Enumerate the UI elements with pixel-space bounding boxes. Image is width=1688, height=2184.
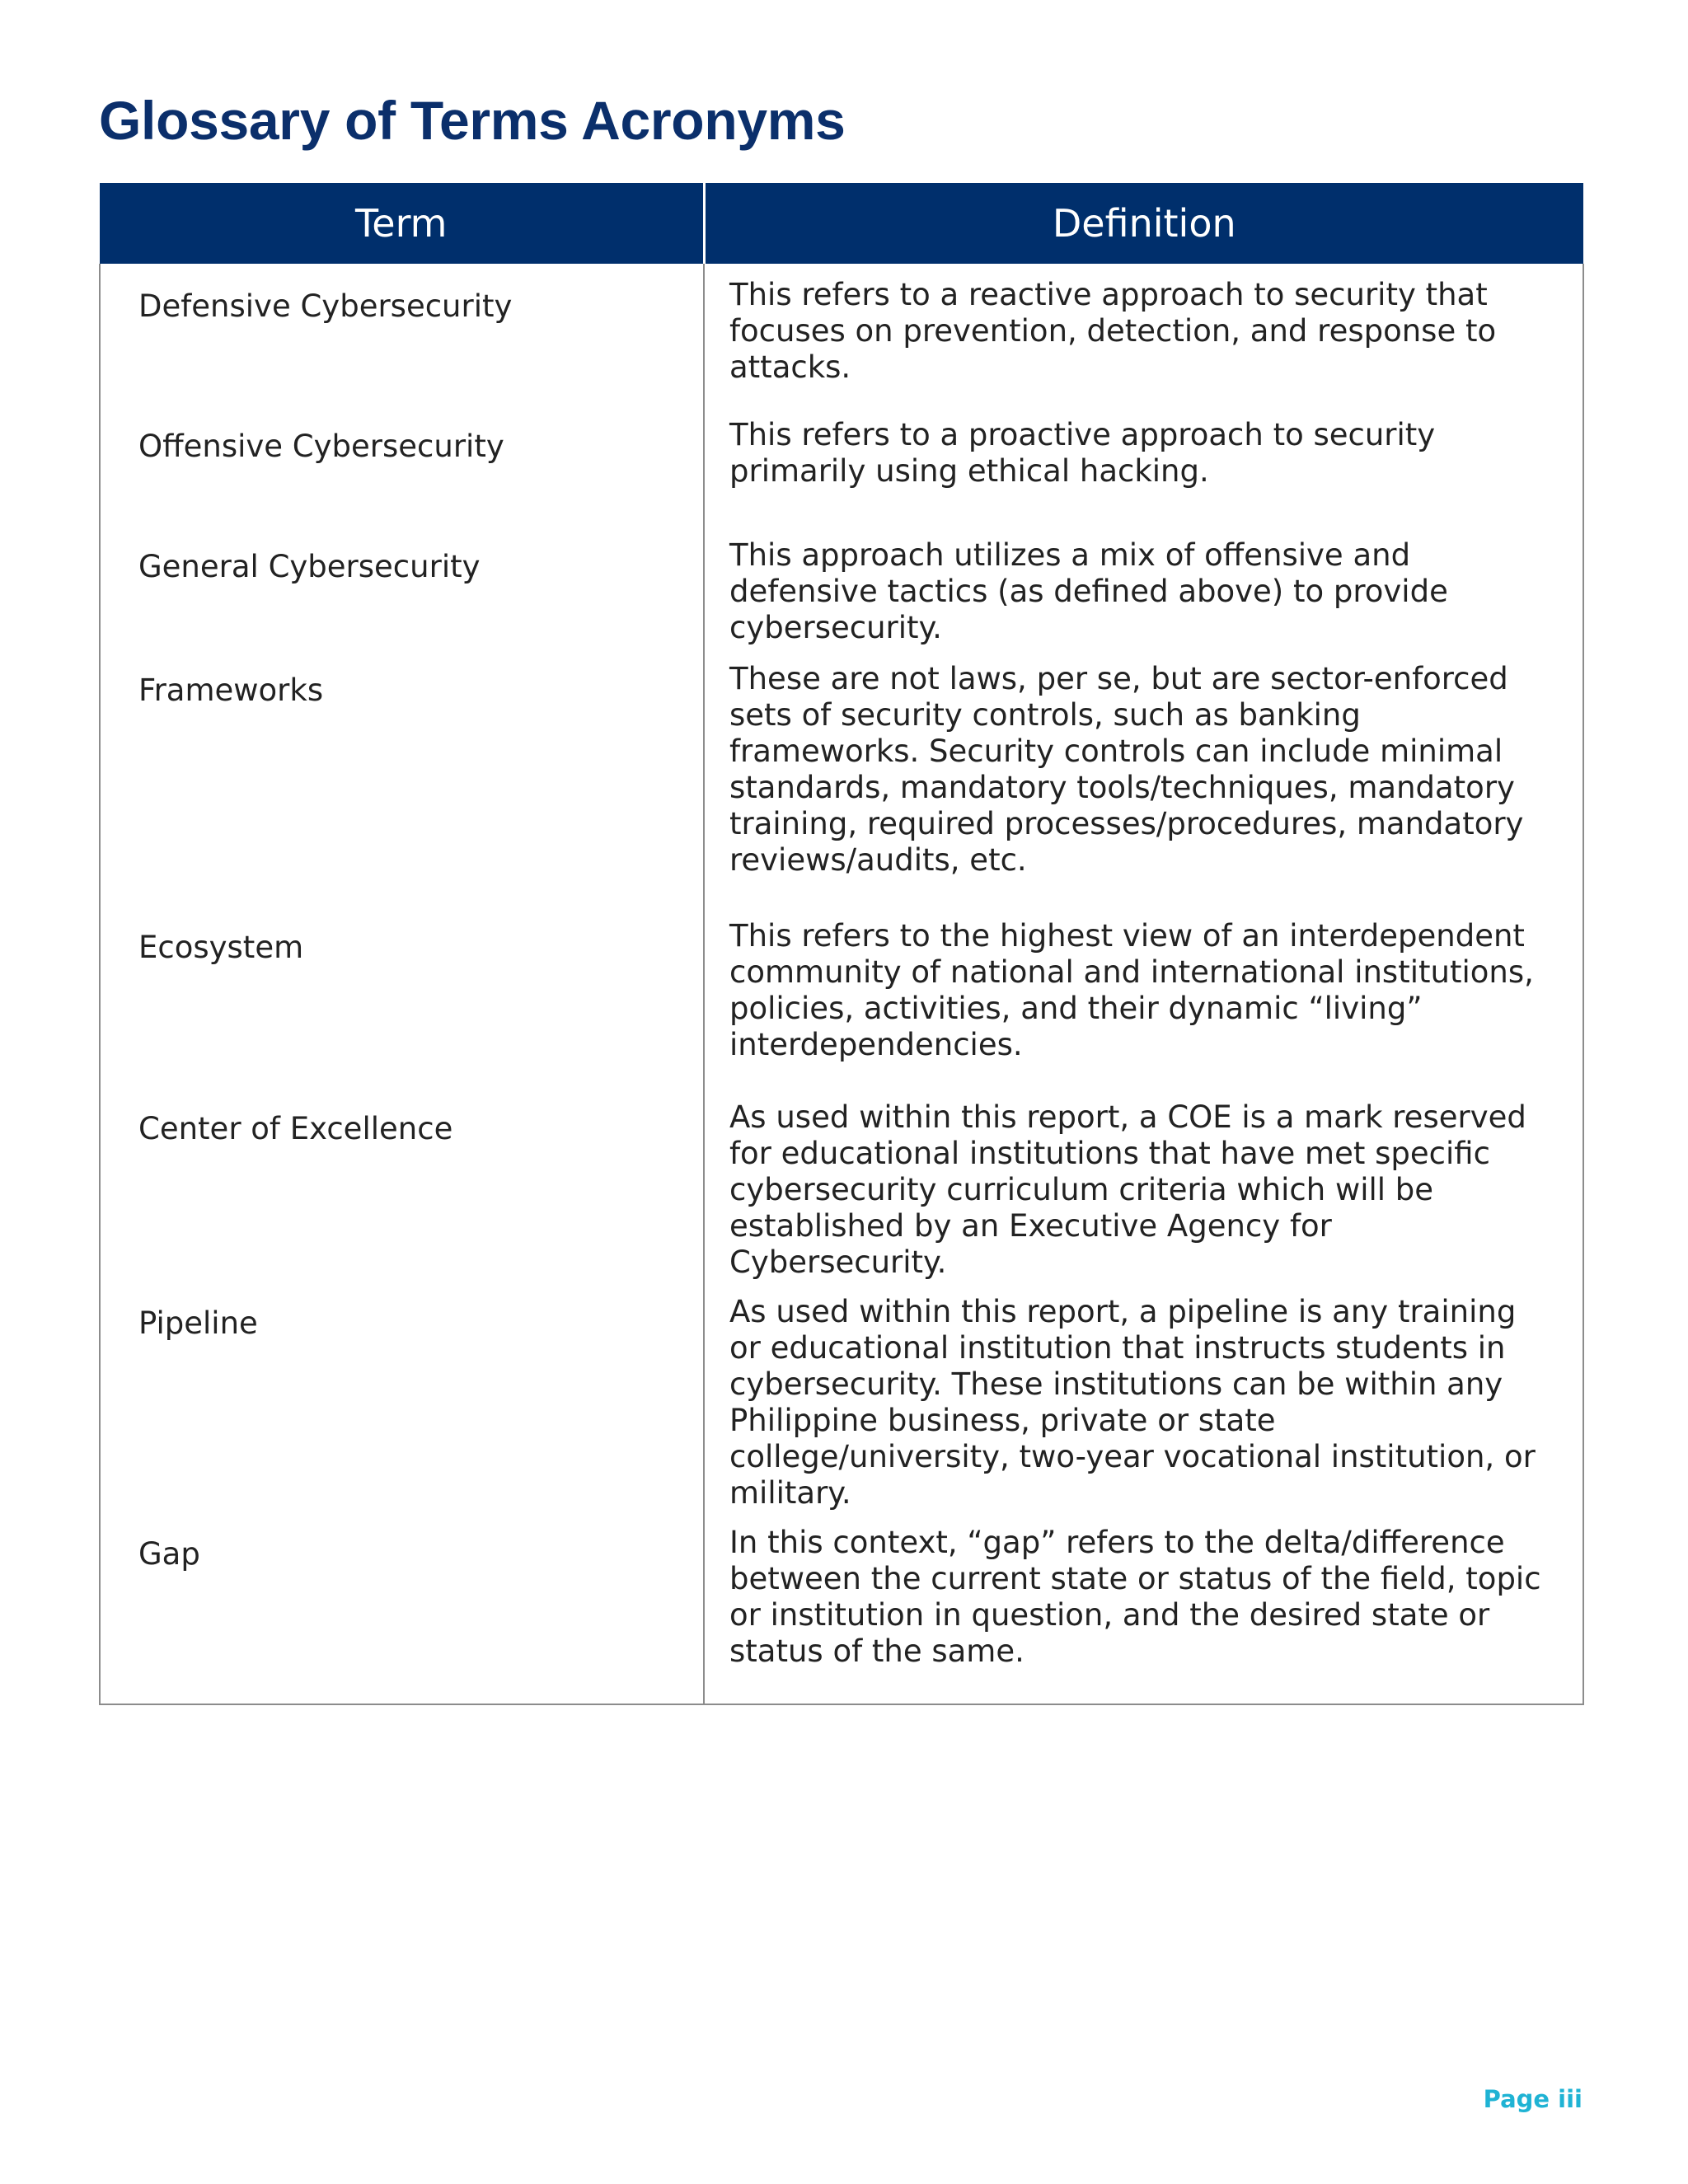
term-cell	[100, 1281, 704, 1511]
table-row	[100, 404, 1583, 524]
definition-text: In this context, “gap” refers to the delta/difference between the current state or status of the field, topic or institution in question, and the desired state or status of the same.	[729, 1525, 1541, 1669]
table-row	[100, 1086, 1583, 1281]
definition-text: This approach utilizes a mix of offensive and defensive tactics (as defined above) to provide cybersecurity.	[729, 537, 1448, 645]
table-row	[100, 648, 1583, 905]
definition-text: This refers to the highest view of an interdependent community of national and international institutions, policies, activities, and their dynamic “living” interdependencies.	[729, 918, 1534, 1062]
term-cell	[100, 264, 704, 404]
term-cell	[100, 648, 704, 905]
definition-text: As used within this report, a pipeline is any training or educational institution that instructs students in cybersecurity. These institutions can be within any Philippine business, private or state college/university, two-year vocational institution, or military.	[729, 1294, 1536, 1511]
term-cell	[100, 1511, 704, 1704]
definition-text: These are not laws, per se, but are sector-enforced sets of security controls, such as banking frameworks. Security controls can include minimal standards, mandatory tools/techniques, mandatory training, required processes/procedures, mandatory reviews/audits, etc.	[729, 661, 1524, 878]
term-text: Center of Excellence	[138, 1111, 453, 1146]
table-header-row	[100, 183, 1583, 264]
definition-cell	[704, 648, 1583, 905]
definition-text: As used within this report, a COE is a mark reserved for educational institutions that have met specific cybersecurity curriculum criteria which will be established by an Executive Agency for Cybersecurity.	[729, 1099, 1526, 1280]
page-title: Glossary of Terms Acronyms	[99, 90, 846, 151]
definition-text: This refers to a reactive approach to security that focuses on prevention, detection, and response to attacks.	[729, 277, 1497, 385]
table-row	[100, 1511, 1583, 1704]
definition-text: This refers to a proactive approach to security primarily using ethical hacking.	[729, 417, 1436, 489]
definition-cell	[704, 524, 1583, 648]
table-row	[100, 524, 1583, 648]
definition-cell	[704, 1511, 1583, 1704]
term-text: Pipeline	[138, 1305, 258, 1341]
definition-cell	[704, 264, 1583, 404]
definition-column-header: Definition	[704, 183, 1583, 264]
table-row	[100, 1281, 1583, 1511]
term-text: Ecosystem	[138, 930, 304, 965]
term-text: Offensive Cybersecurity	[138, 429, 504, 464]
definition-cell	[704, 1086, 1583, 1281]
table-row	[100, 264, 1583, 404]
term-cell	[100, 404, 704, 524]
term-column-header: Term	[100, 183, 704, 264]
term-text: Frameworks	[138, 673, 324, 708]
table-row	[100, 905, 1583, 1086]
term-cell	[100, 524, 704, 648]
definition-cell	[704, 1281, 1583, 1511]
term-text: General Cybersecurity	[138, 549, 481, 584]
term-cell	[100, 1086, 704, 1281]
glossary-table	[99, 183, 1584, 1705]
term-text: Gap	[138, 1536, 200, 1572]
term-cell	[100, 905, 704, 1086]
definition-cell	[704, 905, 1583, 1086]
definition-cell	[704, 404, 1583, 524]
page-number: Page iii	[1483, 2085, 1582, 2113]
term-text: Defensive Cybersecurity	[138, 288, 513, 324]
